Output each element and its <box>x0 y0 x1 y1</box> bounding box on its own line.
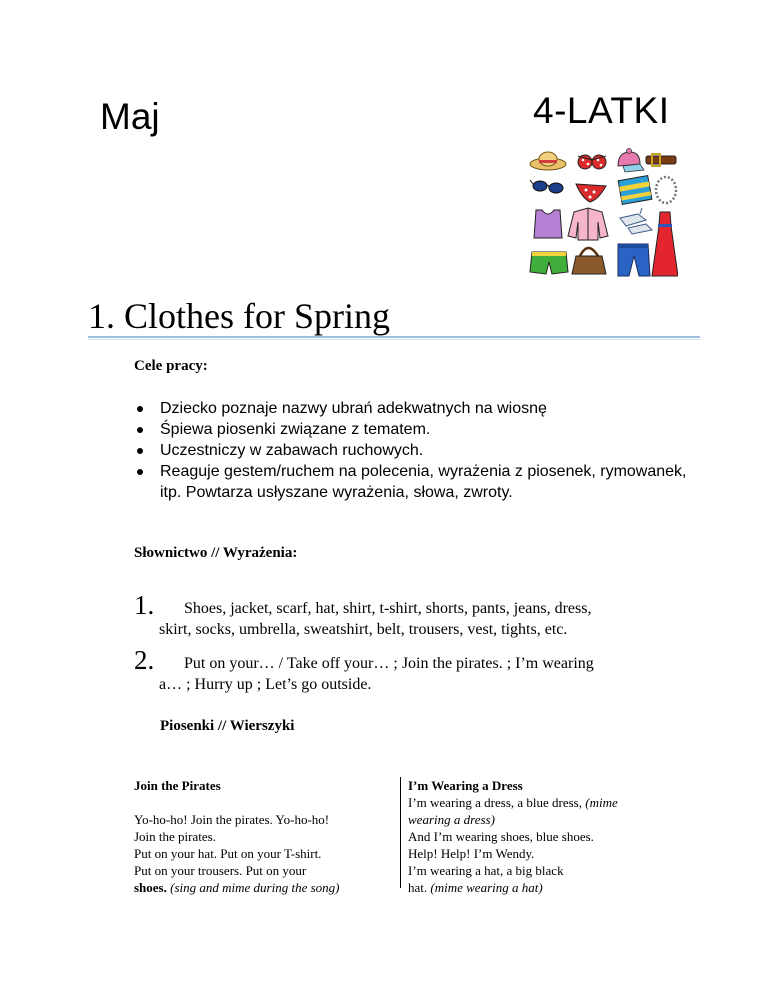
song-word: shoes. <box>134 880 167 895</box>
jeans-icon <box>618 244 650 276</box>
bikini-top-icon <box>578 155 606 169</box>
song-line: Put on your trousers. Put on your <box>134 863 307 878</box>
vocabulary-heading: Słownictwo // Wyrażenia: <box>134 545 298 561</box>
age-group-label: 4-LATKI <box>533 90 670 131</box>
sandals-icon <box>620 208 652 234</box>
song-line: Put on your hat. Put on your T-shirt. <box>134 846 322 861</box>
sun-hat-icon <box>530 152 566 170</box>
lesson-title: 1. Clothes for Spring <box>88 296 390 336</box>
goal-item: Śpiewa piosenki związane z tematem. <box>134 419 694 440</box>
vocabulary-item-line: skirt, socks, umbrella, sweatshirt, belt, trousers, vest, tights, etc. <box>159 621 568 638</box>
goal-item: Dziecko poznaje nazwy ubrań adekwatnych na wiosnę <box>134 398 694 419</box>
dress-icon <box>652 212 678 276</box>
goals-list <box>134 398 694 503</box>
song-stage-direction: (sing and mime during the song) <box>166 880 340 895</box>
shorts-icon <box>530 252 568 274</box>
song-title: Join the Pirates <box>134 778 221 793</box>
song-title: I’m Wearing a Dress <box>408 778 523 793</box>
song-text: I’m wearing a dress, a blue dress, <box>408 795 582 810</box>
necklace-icon <box>656 177 676 203</box>
vocabulary-item-number: 2. <box>134 645 155 675</box>
song-line: Join the pirates. <box>134 829 216 844</box>
goal-item: Reaguje gestem/ruchem na polecenia, wyrażenia z piosenek, rymowanek, itp. Powtarza usłyszane wyrażenia, słowa, zwroty. <box>134 461 694 503</box>
song-im-wearing-a-dress <box>408 777 668 896</box>
goal-item: Uczestniczy w zabawach ruchowych. <box>134 440 694 461</box>
goals-heading: Cele pracy: <box>134 358 208 374</box>
song-line: Help! Help! I’m Wendy. <box>408 846 535 861</box>
song-stage-direction: (mime <box>582 795 618 810</box>
belt-icon <box>646 154 676 166</box>
month-label: Maj <box>100 96 160 137</box>
title-underline-shadow <box>88 339 700 340</box>
handbag-icon <box>572 248 606 274</box>
song-line: I’m wearing a hat, a big black <box>408 863 564 878</box>
tank-top-icon <box>534 210 562 238</box>
striped-shirt-icon <box>618 176 652 205</box>
sunglasses-icon <box>530 180 563 193</box>
vocabulary-item-line: Shoes, jacket, scarf, hat, shirt, t-shirt, shorts, pants, jeans, dress, <box>184 600 592 617</box>
jacket-icon <box>568 208 608 240</box>
song-line: Yo-ho-ho! Join the pirates. Yo-ho-ho! <box>134 812 330 827</box>
song-join-the-pirates <box>134 777 392 896</box>
song-stage-direction: wearing a dress) <box>408 812 495 827</box>
title-underline <box>88 336 700 338</box>
song-line <box>408 794 668 811</box>
clothes-clipart <box>528 148 678 280</box>
songs-heading: Piosenki // Wierszyki <box>160 718 295 734</box>
vocabulary-item-line: Put on your… / Take off your… ; Join the pirates. ; I’m wearing <box>184 655 594 672</box>
song-text: hat. <box>408 880 428 895</box>
song-stage-direction: (mime wearing a hat) <box>427 880 543 895</box>
column-divider <box>400 777 401 888</box>
vocabulary-item <box>134 645 674 695</box>
vocabulary-item-line: a… ; Hurry up ; Let’s go outside. <box>159 676 372 693</box>
song-line: And I’m wearing shoes, blue shoes. <box>408 829 594 844</box>
song-line <box>134 879 392 896</box>
cap-icon <box>618 149 644 173</box>
vocabulary-item-number: 1. <box>134 590 155 620</box>
song-line <box>408 879 668 896</box>
bikini-bottom-icon <box>576 184 606 202</box>
vocabulary-item <box>134 590 674 640</box>
